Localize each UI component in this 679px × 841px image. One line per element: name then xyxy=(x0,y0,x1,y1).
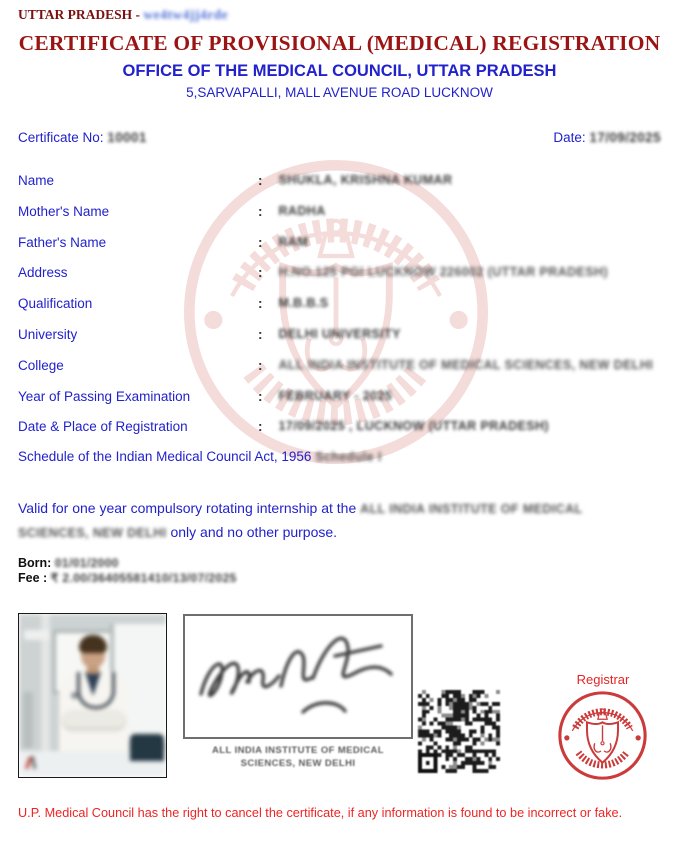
qr-code xyxy=(418,690,500,773)
registrar-seal xyxy=(556,689,649,782)
certificate-number-value: 10001 xyxy=(107,130,147,145)
born-fee-block xyxy=(18,556,237,585)
footer-disclaimer: U.P. Medical Council has the right to cancel the certificate, if any information is found to be incorrect or fake. xyxy=(18,806,623,820)
issue-date: Date: 17/09/2025 xyxy=(553,130,661,145)
certificate-code: we4tw4jj4rde xyxy=(143,7,229,22)
signature-caption: ALL INDIA INSTITUTE OF MEDICAL SCIENCES, NEW DELHI xyxy=(212,745,384,769)
field-row-year-of-passing: Year of Passing Examination : FEBRUARY - 2025 xyxy=(18,388,393,404)
born-value: 01/01/2000 xyxy=(54,556,119,570)
validity-college-2: SCIENCES, NEW DELHI xyxy=(18,526,167,540)
schedule-value: Schedule I xyxy=(315,450,382,464)
state-line xyxy=(18,7,228,23)
field-row-address: Address : H.NO.125 PGI LUCKNOW 226002 (UTTAR PRADESH) xyxy=(18,265,609,281)
field-row-college: College : ALL INDIA INSTITUTE OF MEDICAL SCIENCES, NEW DELHI xyxy=(18,357,654,373)
meta-row xyxy=(18,130,661,145)
office-title: OFFICE OF THE MEDICAL COUNCIL, UTTAR PRADESH xyxy=(122,62,557,80)
field-row-registration: Date & Place of Registration : 17/09/2025 , LUCKNOW (UTTAR PRADESH) xyxy=(18,419,549,435)
doctor-photo-image xyxy=(19,614,166,777)
validity-paragraph: Valid for one year compulsory rotating internship at the ALL INDIA INSTITUTE OF MEDICAL SCIENCES, NEW DELHI only and no other purpose. xyxy=(18,500,583,540)
fee-value: ₹ 2.00/36405581410/13/07/2025 xyxy=(50,570,237,585)
issue-date-value: 17/09/2025 xyxy=(589,130,661,145)
certificate-number: Certificate No: 10001 xyxy=(18,130,147,145)
page-title: CERTIFICATE OF PROVISIONAL (MEDICAL) REGISTRATION xyxy=(18,31,661,55)
fee-line: Fee : ₹ 2.00/36405581410/13/07/2025 xyxy=(18,570,237,585)
field-row-father-name: Father's Name : RAM xyxy=(18,234,309,250)
schedule-line: Schedule of the Indian Medical Council Act, 1956 Schedule I xyxy=(18,449,382,464)
registrar-label: Registrar xyxy=(576,672,630,687)
field-row-qualification: Qualification : M.B.B.S xyxy=(18,296,329,312)
signature-scribble xyxy=(185,616,407,733)
born-line: Born: 01/01/2000 xyxy=(18,556,119,570)
field-row-name: Name : SHUKLA, KRISHNA KUMAR xyxy=(18,173,453,188)
field-list xyxy=(18,173,669,450)
validity-college-1: ALL INDIA INSTITUTE OF MEDICAL xyxy=(360,502,583,516)
field-row-mother-name: Mother's Name : RADHA xyxy=(18,203,326,219)
doctor-photo xyxy=(18,613,167,778)
office-address: 5,SARVAPALLI, MALL AVENUE ROAD LUCKNOW xyxy=(186,85,493,100)
signature-box xyxy=(183,614,413,739)
field-row-university: University : DELHI UNIVERSITY xyxy=(18,326,401,342)
state-name: UTTAR PRADESH - xyxy=(18,7,144,22)
